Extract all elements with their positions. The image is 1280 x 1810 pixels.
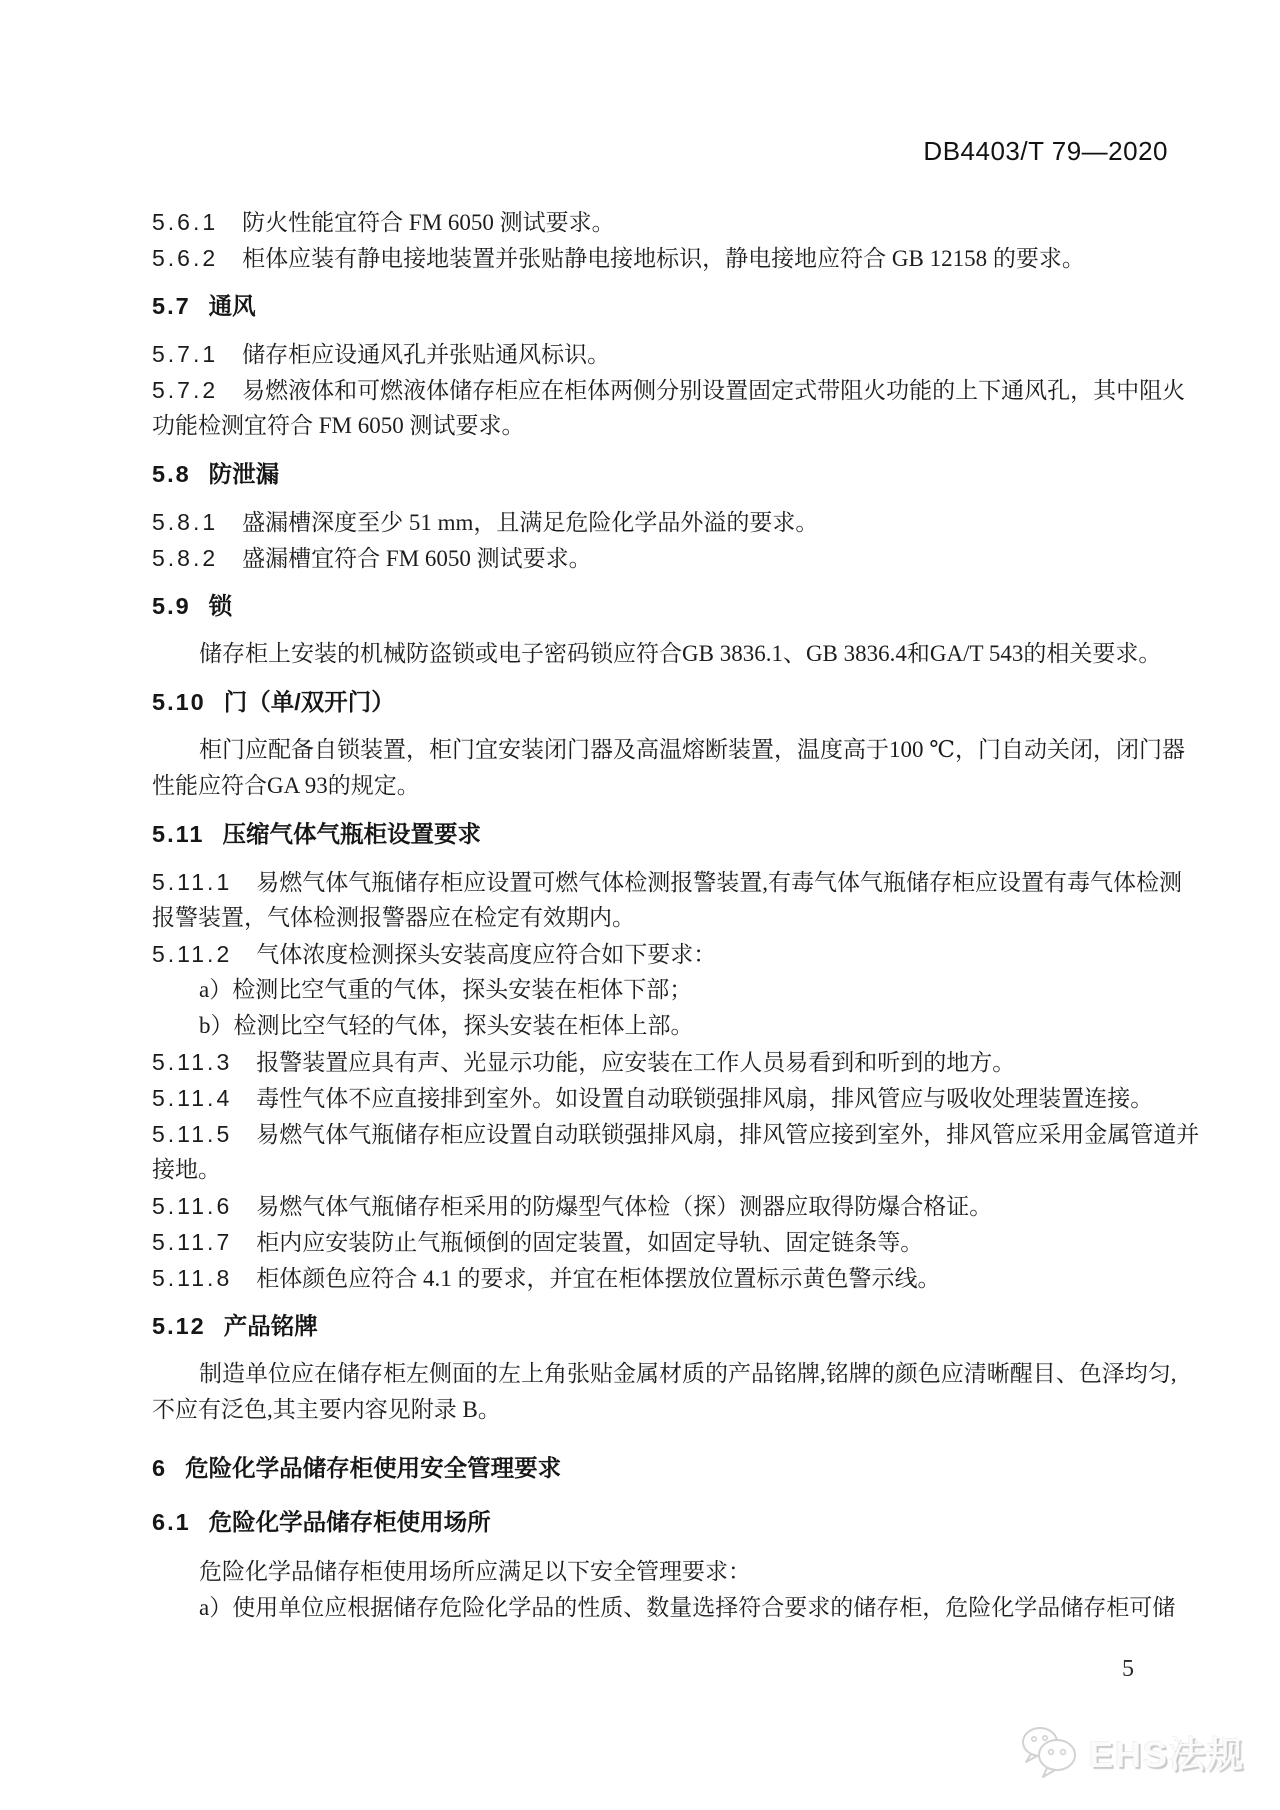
heading-number: 6.1: [152, 1509, 191, 1535]
heading-6.1: [152, 1504, 1172, 1540]
heading-5.10: [152, 684, 1172, 720]
clause-number: 5.11.3: [152, 1049, 233, 1075]
clause-number: 5.6.2: [152, 245, 219, 271]
heading-5.12: [152, 1308, 1172, 1344]
clause-5.7.2: [152, 372, 1186, 408]
list-item-text: a）检测比空气重的气体，探头安装在柜体下部；: [199, 977, 693, 1002]
clause-5.11.7: [152, 1224, 1172, 1260]
clause-text: 易燃液体和可燃液体储存柜应在柜体两侧分别设置固定式带阻火功能的上下通风孔，其中阻火: [242, 378, 1186, 403]
clause-5.6.2: [152, 240, 1172, 276]
clause-text: 盛漏槽宜符合 FM 6050 测试要求。: [242, 546, 592, 571]
clause-text: 盛漏槽深度至少 51 mm，且满足危险化学品外溢的要求。: [242, 510, 819, 535]
clause-number: 5.6.1: [152, 209, 219, 235]
wechat-icon: [1019, 1726, 1079, 1778]
list-item-text: b）检测比空气轻的气体，探头安装在柜体上部。: [199, 1013, 694, 1038]
heading-text: 危险化学品储存柜使用安全管理要求: [185, 1455, 562, 1481]
paragraph-text: 柜门应配备自锁装置，柜门宜安装闭门器及高温熔断装置，温度高于100 ℃，门自动关闭，闭门器: [199, 737, 1185, 762]
document-code: DB4403/T 79—2020: [923, 136, 1168, 166]
heading-text: 防泄漏: [208, 461, 280, 487]
clause-text: 毒性气体不应直接排到室外。如设置自动联锁强排风扇，排风管应与吸收处理装置连接。: [256, 1086, 1154, 1111]
heading-5.11: [152, 816, 1172, 852]
clause-number: 5.11.7: [152, 1229, 233, 1255]
paragraph-5.12: [152, 1356, 1177, 1392]
clause-text: 储存柜应设通风孔并张贴通风标识。: [242, 342, 611, 367]
clause-text: 接地。: [152, 1157, 221, 1182]
clause-5.11.1: [152, 864, 1182, 900]
clause-5.11.3: [152, 1044, 1172, 1080]
clause-number: 5.11.2: [152, 941, 233, 967]
paragraph-text: 不应有泛色,其主要内容见附录 B。: [152, 1397, 501, 1422]
clause-number: 5.11.1: [152, 869, 233, 895]
list-item-a: [152, 972, 1172, 1008]
heading-text: 锁: [208, 593, 233, 619]
heading-number: 5.10: [152, 689, 206, 715]
clause-5.7.1: [152, 336, 1172, 372]
clause-5.11.8: [152, 1260, 1172, 1296]
clause-number: 5.8.2: [152, 545, 219, 571]
watermark: [1019, 1726, 1245, 1778]
clause-5.6.1: [152, 204, 1172, 240]
heading-text: 门（单/双开门）: [223, 689, 395, 715]
clause-5.11.2: [152, 936, 1172, 972]
clause-text: 功能检测宜符合 FM 6050 测试要求。: [152, 413, 525, 438]
list-item-text: a）使用单位应根据储存危险化学品的性质、数量选择符合要求的储存柜，危险化学品储存柜可储: [199, 1595, 1176, 1620]
clause-text: 气体浓度检测探头安装高度应符合如下要求：: [256, 942, 717, 967]
clause-text: 柜体颜色应符合 4.1 的要求，并宜在柜体摆放位置标示黄色警示线。: [256, 1266, 941, 1291]
clause-text: 报警装置，气体检测报警器应在检定有效期内。: [152, 905, 635, 930]
paragraph-6.1: [152, 1554, 1172, 1590]
clause-5.11.5-continuation: [152, 1152, 1172, 1188]
clause-number: 5.11.5: [152, 1121, 233, 1147]
heading-6: [152, 1450, 1172, 1486]
clause-text: 易燃气体气瓶储存柜应设置可燃气体检测报警装置,有毒气体气瓶储存柜应设置有毒气体检测: [256, 870, 1182, 895]
clause-text: 易燃气体气瓶储存柜应设置自动联锁强排风扇，排风管应接到室外，排风管应采用金属管道并: [256, 1122, 1200, 1147]
heading-text: 通风: [208, 293, 256, 319]
clause-number: 5.7.2: [152, 377, 219, 403]
paragraph-text: 性能应符合GA 93的规定。: [152, 773, 420, 798]
clause-number: 5.11.6: [152, 1193, 233, 1219]
paragraph-text: 制造单位应在储存柜左侧面的左上角张贴金属材质的产品铭牌,铭牌的颜色应清晰醒目、色泽均匀,: [199, 1361, 1177, 1386]
heading-number: 5.12: [152, 1313, 206, 1339]
clause-number: 5.8.1: [152, 509, 219, 535]
clause-5.11.6: [152, 1188, 1172, 1224]
clause-number: 5.7.1: [152, 341, 219, 367]
page-number: 5: [1122, 1656, 1134, 1682]
heading-number: 5.8: [152, 461, 191, 487]
clause-5.8.2: [152, 540, 1172, 576]
heading-number: 5.11: [152, 821, 205, 847]
list-item-a-6.1: [152, 1590, 1176, 1626]
heading-5.8: [152, 456, 1172, 492]
clause-text: 柜体应装有静电接地装置并张贴静电接地标识，静电接地应符合 GB 12158 的要求。: [242, 246, 1085, 271]
clause-5.7.2-continuation: [152, 408, 1172, 444]
heading-text: 压缩气体气瓶柜设置要求: [222, 821, 481, 847]
clause-5.11.5: [152, 1116, 1200, 1152]
clause-5.8.1: [152, 504, 1172, 540]
watermark-label: EHS法规: [1088, 1733, 1245, 1775]
heading-number: 5.7: [152, 293, 191, 319]
list-item-b: [152, 1008, 1172, 1044]
clause-5.11.4: [152, 1080, 1172, 1116]
clause-number: 5.11.8: [152, 1265, 233, 1291]
paragraph-text: 储存柜上安装的机械防盗锁或电子密码锁应符合GB 3836.1、GB 3836.4和GA/T 543的相关要求。: [199, 641, 1162, 666]
heading-5.7: [152, 288, 1172, 324]
document-body: [152, 204, 1200, 1626]
clause-text: 易燃气体气瓶储存柜采用的防爆型气体检（探）测器应取得防爆合格证。: [256, 1194, 993, 1219]
clause-text: 防火性能宜符合 FM 6050 测试要求。: [242, 210, 615, 235]
clause-number: 5.11.4: [152, 1085, 233, 1111]
heading-text: 产品铭牌: [223, 1313, 318, 1339]
paragraph-text: 危险化学品储存柜使用场所应满足以下安全管理要求：: [199, 1559, 751, 1584]
heading-number: 6: [152, 1455, 168, 1481]
heading-text: 危险化学品储存柜使用场所: [208, 1509, 491, 1535]
paragraph-5.12-continuation: [152, 1392, 1172, 1428]
paragraph-5.10-continuation: [152, 768, 1172, 804]
clause-text: 报警装置应具有声、光显示功能，应安装在工作人员易看到和听到的地方。: [256, 1050, 1016, 1075]
paragraph-5.10: [152, 732, 1185, 768]
heading-number: 5.9: [152, 593, 191, 619]
clause-5.11.1-continuation: [152, 900, 1172, 936]
paragraph-5.9: [152, 636, 1172, 672]
heading-5.9: [152, 588, 1172, 624]
clause-text: 柜内应安装防止气瓶倾倒的固定装置，如固定导轨、固定链条等。: [256, 1230, 924, 1255]
